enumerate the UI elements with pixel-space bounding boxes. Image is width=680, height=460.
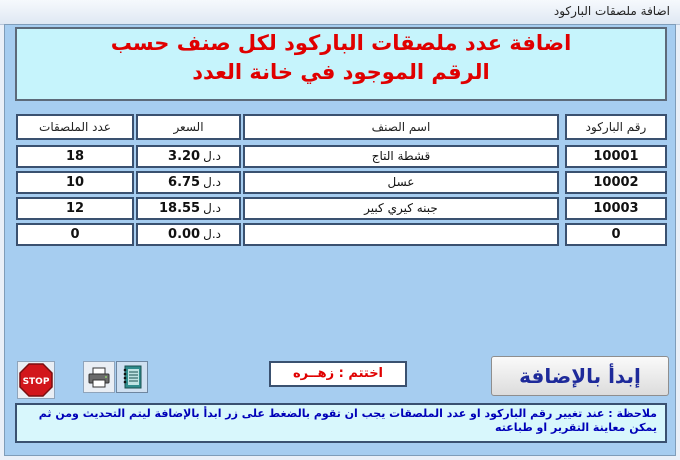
printer-icon	[84, 362, 114, 392]
print-button[interactable]	[83, 361, 115, 393]
currency-label: د.ل	[203, 201, 221, 215]
barcode-field[interactable]: 0	[565, 223, 667, 246]
price-field[interactable]	[136, 171, 241, 194]
barcode-field[interactable]: 10001	[565, 145, 667, 168]
barcode-field[interactable]: 10002	[565, 171, 667, 194]
currency-label: د.ل	[203, 227, 221, 241]
price-value: 18.55	[158, 201, 201, 216]
item-name-field[interactable]: قشطة التاج	[243, 145, 559, 168]
label-count-field[interactable]: 18	[16, 145, 134, 168]
price-value: 6.75	[168, 175, 201, 190]
stop-label: STOP	[22, 377, 50, 387]
price-value: 0.00	[168, 227, 201, 242]
column-header-item-name: اسم الصنف	[243, 114, 559, 140]
price-field[interactable]	[136, 145, 241, 168]
main-panel	[4, 24, 676, 456]
column-header-price: السعر	[136, 114, 241, 140]
item-name-field[interactable]	[243, 223, 559, 246]
price-field[interactable]	[136, 197, 241, 220]
currency-label: د.ل	[203, 175, 221, 189]
window-title: اضافة ملصقات الباركود	[553, 4, 670, 18]
stop-sign-icon	[18, 362, 54, 398]
label-count-field[interactable]: 12	[16, 197, 134, 220]
window-titlebar	[0, 0, 680, 25]
preview-report-button[interactable]	[116, 361, 148, 393]
item-name-field[interactable]: جبنه كيري كبير	[243, 197, 559, 220]
header-line-2: الرقم الموجود في خانة العدد	[192, 60, 490, 84]
currency-label: د.ل	[203, 149, 221, 163]
stop-button[interactable]	[17, 361, 55, 399]
header-banner	[15, 27, 667, 101]
label-count-field[interactable]: 0	[16, 223, 134, 246]
item-name-field[interactable]: عسل	[243, 171, 559, 194]
note-text: ملاحظة : عند تغيير رقم الباركود او عدد الملصقات يجب ان تقوم بالضغط على زر ابدأ بالإضافة ليتم التحديث ومن ثم يمكن معاينة التقرير او طباعته	[15, 403, 667, 443]
barcode-field[interactable]: 10003	[565, 197, 667, 220]
start-adding-button[interactable]: إبدأ بالإضافة	[491, 356, 669, 396]
column-header-barcode: رقم الباركود	[565, 114, 667, 140]
price-field[interactable]	[136, 223, 241, 246]
notebook-icon	[117, 362, 147, 392]
column-header-label-count: عدد الملصقات	[16, 114, 134, 140]
label-count-field[interactable]: 10	[16, 171, 134, 194]
price-value: 3.20	[168, 149, 201, 164]
signature-label: اختتم : زهــره	[269, 361, 407, 387]
header-line-1: اضافة عدد ملصقات الباركود لكل صنف حسب	[110, 31, 572, 55]
